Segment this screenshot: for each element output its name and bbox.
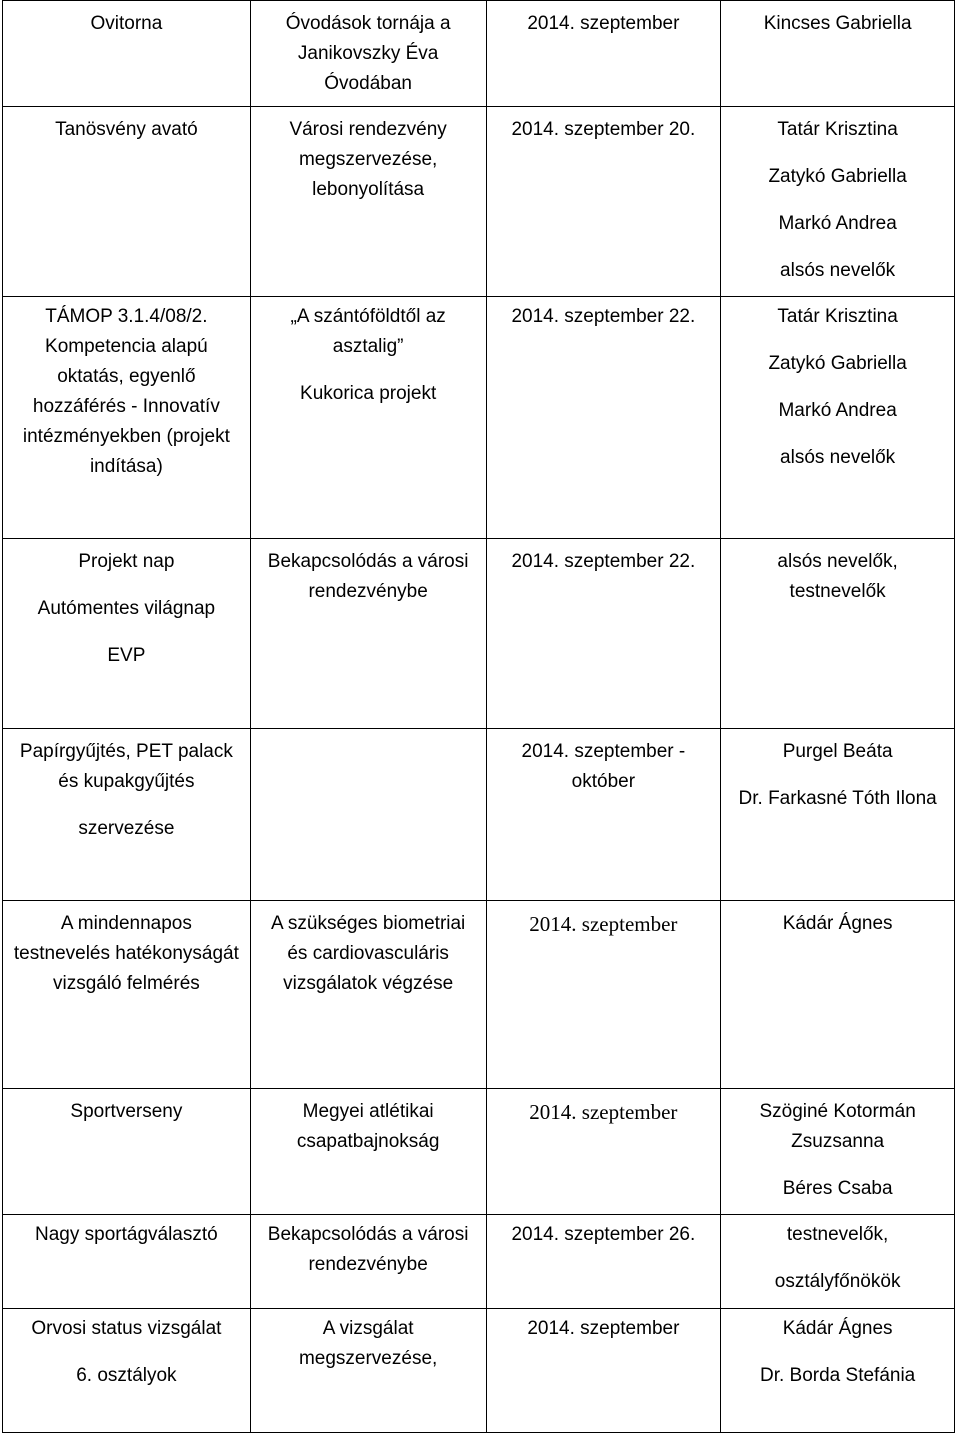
- responsible-text: alsós nevelők: [780, 447, 896, 468]
- responsible-text: Zatykó Gabriella: [768, 166, 907, 187]
- description-cell: [250, 1309, 486, 1433]
- activity-cell: [3, 539, 251, 729]
- table-row: [3, 901, 955, 1089]
- description-text: A vizsgálat megszervezése,: [298, 1318, 438, 1369]
- responsible-cell: [721, 107, 955, 297]
- activity-text: TÁMOP 3.1.4/08/2. Kompetencia alapú oktatás, egyenlő hozzáférés - Innovatív intézményekben (projekt indítása): [22, 306, 230, 477]
- activity-text: 6. osztályok: [76, 1365, 177, 1386]
- table-row: [3, 1215, 955, 1309]
- responsible-cell: [721, 297, 955, 539]
- date-text: 2014. szeptember 26.: [511, 1224, 696, 1245]
- date-cell: [486, 1, 721, 107]
- date-cell: [486, 1215, 721, 1309]
- description-text: A szükséges biometriai és cardiovasculáris vizsgálatok végzése: [270, 913, 466, 994]
- date-cell: [486, 901, 721, 1089]
- date-cell: [486, 729, 721, 901]
- responsible-cell: [721, 1, 955, 107]
- responsible-text: Béres Csaba: [782, 1178, 893, 1199]
- date-text: 2014. szeptember 22.: [511, 306, 696, 327]
- table-row: [3, 1309, 955, 1433]
- description-cell: [250, 107, 486, 297]
- date-cell: [486, 1309, 721, 1433]
- activity-text: szervezése: [78, 818, 175, 839]
- description-cell: [250, 901, 486, 1089]
- responsible-text: Tatár Krisztina: [777, 306, 898, 327]
- date-text: 2014. szeptember - október: [521, 741, 686, 792]
- description-text: Óvodások tornája a Janikovszky Éva Óvodában: [285, 13, 451, 94]
- activity-text: A mindennapos testnevelés hatékonyságát vizsgáló felmérés: [13, 913, 239, 994]
- description-cell: [250, 297, 486, 539]
- responsible-text: testnevelők,: [786, 1224, 889, 1245]
- schedule-body: [3, 1, 955, 1433]
- activity-cell: [3, 729, 251, 901]
- activity-text: Ovitorna: [90, 13, 163, 34]
- activity-text: Nagy sportágválasztó: [35, 1224, 218, 1245]
- activity-text: EVP: [107, 645, 146, 666]
- activity-text: Sportverseny: [70, 1101, 183, 1122]
- activity-cell: [3, 1, 251, 107]
- responsible-text: Markó Andrea: [778, 213, 897, 234]
- activity-cell: [3, 297, 251, 539]
- date-text: 2014. szeptember: [527, 1318, 680, 1339]
- description-cell: [250, 539, 486, 729]
- schedule-table: [2, 0, 955, 1433]
- description-text: „A szántóföldtől az asztalig”: [290, 306, 446, 357]
- responsible-cell: [721, 1215, 955, 1309]
- table-row: [3, 107, 955, 297]
- date-text: 2014. szeptember: [527, 13, 680, 34]
- table-row: [3, 1089, 955, 1215]
- activity-cell: [3, 1309, 251, 1433]
- date-cell: [486, 1089, 721, 1215]
- date-cell: [486, 539, 721, 729]
- activity-text: Projekt nap: [78, 551, 175, 572]
- responsible-text: Kádár Ágnes: [782, 1318, 893, 1339]
- date-text: 2014. szeptember 20.: [511, 119, 696, 140]
- responsible-text: Szöginé Kotormán Zsuzsanna: [759, 1101, 916, 1152]
- table-row: [3, 729, 955, 901]
- responsible-text: Purgel Beáta: [782, 741, 893, 762]
- responsible-text: Kádár Ágnes: [782, 913, 893, 934]
- activity-text: Papírgyűjtés, PET palack és kupakgyűjtés: [19, 741, 233, 792]
- responsible-text: alsós nevelők, testnevelők: [777, 551, 898, 602]
- date-text: 2014. szeptember 22.: [511, 551, 696, 572]
- activity-cell: [3, 901, 251, 1089]
- responsible-text: Tatár Krisztina: [777, 119, 898, 140]
- description-text: Kukorica projekt: [300, 383, 437, 404]
- activity-cell: [3, 1215, 251, 1309]
- responsible-text: Dr. Farkasné Tóth Ilona: [738, 788, 937, 809]
- responsible-text: Markó Andrea: [778, 400, 897, 421]
- date-cell: [486, 107, 721, 297]
- activity-text: Tanösvény avató: [55, 119, 198, 140]
- description-text: Bekapcsolódás a városi rendezvénybe: [267, 551, 469, 602]
- description-text: Megyei atlétikai csapatbajnokság: [296, 1101, 440, 1152]
- activity-text: Autómentes világnap: [37, 598, 216, 619]
- description-cell: [250, 729, 486, 901]
- activity-cell: [3, 1089, 251, 1215]
- date-cell: [486, 297, 721, 539]
- responsible-text: alsós nevelők: [780, 260, 896, 281]
- date-text: 2014. szeptember: [529, 912, 678, 936]
- responsible-cell: [721, 1309, 955, 1433]
- responsible-cell: [721, 729, 955, 901]
- table-row: [3, 539, 955, 729]
- responsible-cell: [721, 539, 955, 729]
- responsible-text: Kincses Gabriella: [763, 13, 912, 34]
- responsible-text: Dr. Borda Stefánia: [759, 1365, 916, 1386]
- description-cell: [250, 1089, 486, 1215]
- activity-cell: [3, 107, 251, 297]
- responsible-text: Zatykó Gabriella: [768, 353, 907, 374]
- responsible-cell: [721, 901, 955, 1089]
- date-text: 2014. szeptember: [529, 1100, 678, 1124]
- table-row: [3, 1, 955, 107]
- description-cell: [250, 1215, 486, 1309]
- responsible-text: osztályfőnökök: [774, 1271, 901, 1292]
- description-cell: [250, 1, 486, 107]
- description-text: Városi rendezvény megszervezése, lebonyolítása: [289, 119, 447, 200]
- description-text: Bekapcsolódás a városi rendezvénybe: [267, 1224, 469, 1275]
- activity-text: Orvosi status vizsgálat: [31, 1318, 222, 1339]
- responsible-cell: [721, 1089, 955, 1215]
- table-row: [3, 297, 955, 539]
